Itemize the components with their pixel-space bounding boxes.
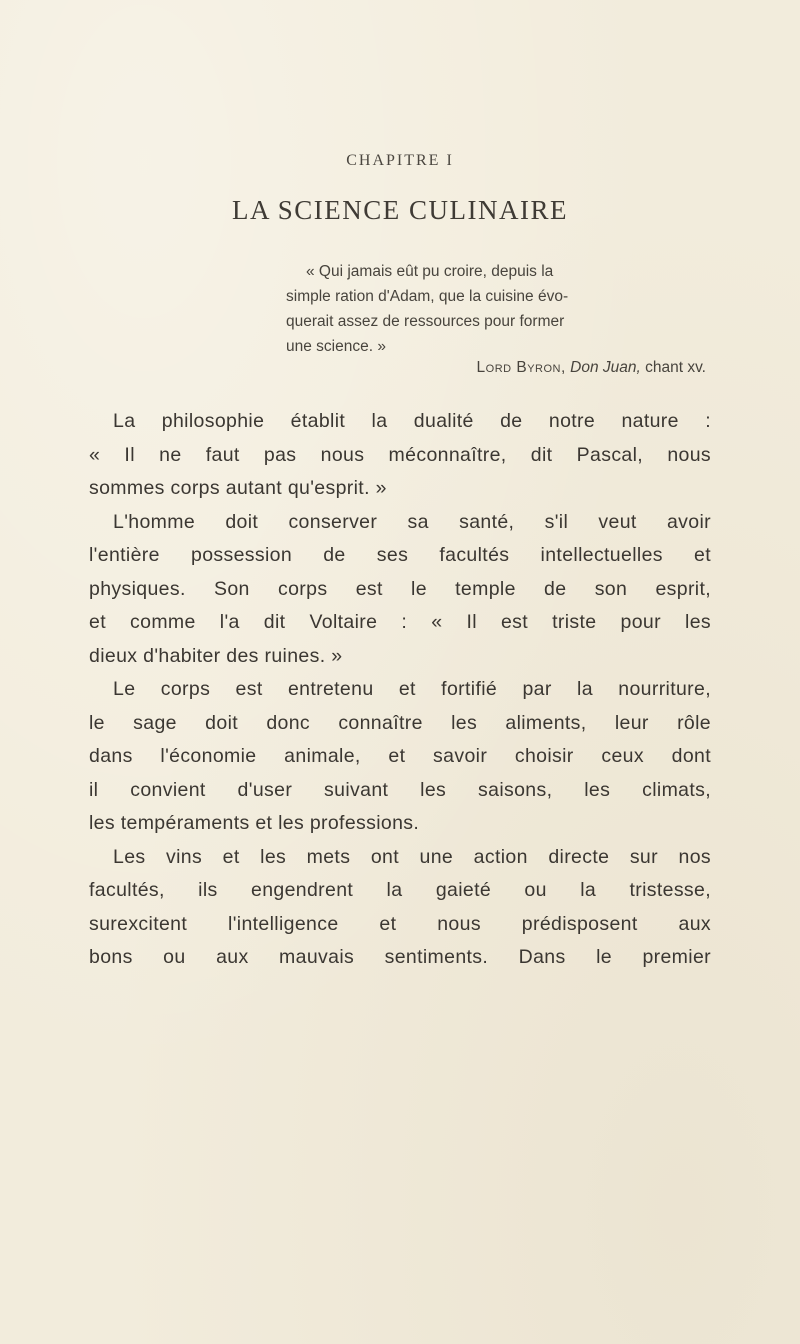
text-line: sommes corps autant qu'esprit. » bbox=[89, 477, 387, 499]
chapter-title: LA SCIENCE CULINAIRE bbox=[232, 195, 568, 225]
epigraph-line: une science. » bbox=[286, 338, 386, 355]
text-line: et comme l'a dit Voltaire : « Il est triste pour les bbox=[89, 611, 711, 633]
epigraph bbox=[286, 259, 706, 359]
text-line: il convient d'user suivant les saisons, les climats, bbox=[89, 778, 711, 801]
body-text bbox=[89, 405, 711, 975]
text-line: dans l'économie animale, et savoir choisir ceux dont bbox=[89, 745, 711, 767]
epigraph-line: querait assez de ressources pour former bbox=[286, 313, 565, 330]
epigraph-reference: chant xv. bbox=[645, 359, 706, 376]
text-line: dieux d'habiter des ruines. » bbox=[89, 644, 343, 667]
text-line: Le corps est entretenu et fortifié par la nourriture, bbox=[113, 678, 711, 700]
text-line: facultés, ils engendrent la gaieté ou la tristesse, bbox=[89, 879, 711, 901]
text-line: La philosophie établit la dualité de notre nature : bbox=[113, 410, 711, 432]
text-line: les tempéraments et les professions. bbox=[89, 812, 420, 834]
chapter-heading: CHAPITRE I bbox=[346, 152, 454, 169]
text-line: bons ou aux mauvais sentiments. Dans le premier bbox=[89, 946, 711, 968]
epigraph-attribution bbox=[0, 359, 706, 377]
epigraph-author: Lord Byron, bbox=[476, 359, 566, 376]
epigraph-line: simple ration d'Adam, que la cuisine évo- bbox=[286, 288, 569, 305]
epigraph-work: Don Juan, bbox=[570, 359, 641, 376]
text-line: L'homme doit conserver sa santé, s'il veut avoir bbox=[113, 510, 711, 533]
epigraph-line: « Qui jamais eût pu croire, depuis la bbox=[306, 263, 554, 280]
text-line: l'entière possession de ses facultés intellectuelles et bbox=[89, 544, 711, 566]
text-line: le sage doit donc connaître les aliments, leur rôle bbox=[89, 711, 711, 734]
text-line: surexcitent l'intelligence et nous prédisposent aux bbox=[89, 912, 711, 935]
text-line: « Il ne faut pas nous méconnaître, dit Pascal, nous bbox=[89, 443, 711, 466]
text-line: Les vins et les mets ont une action directe sur nos bbox=[113, 845, 711, 868]
text-line: physiques. Son corps est le temple de son esprit, bbox=[89, 577, 711, 600]
